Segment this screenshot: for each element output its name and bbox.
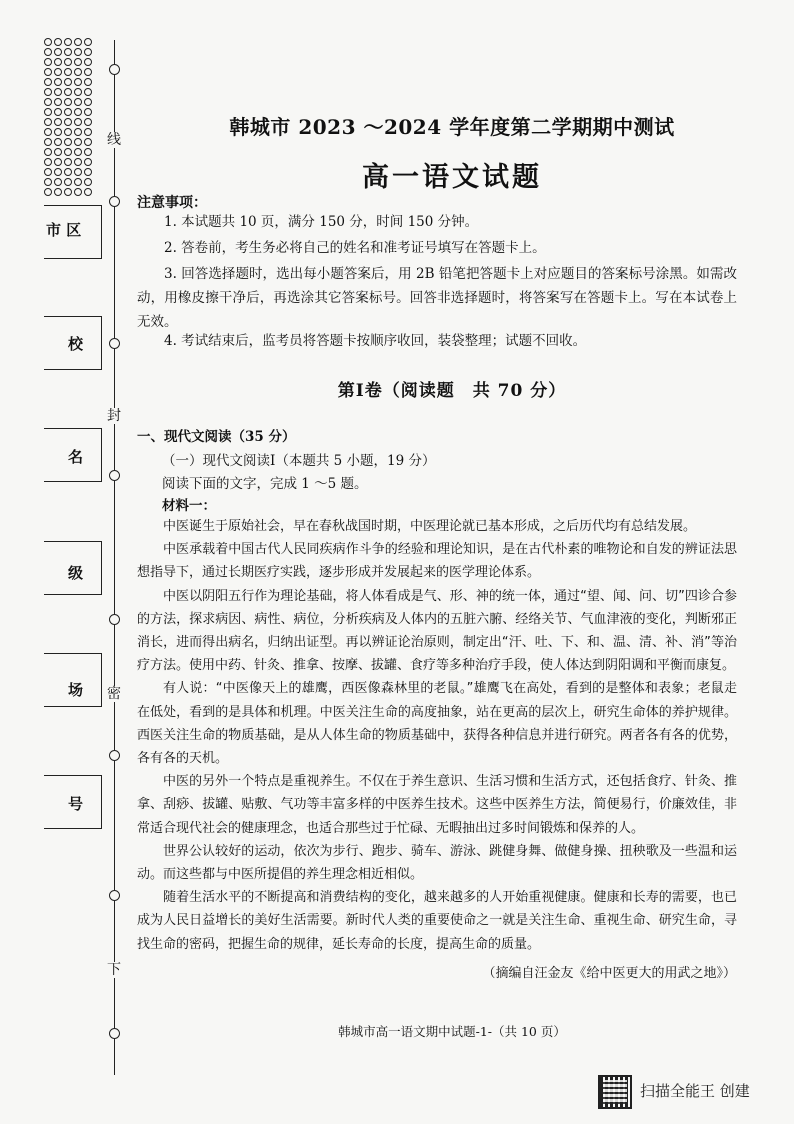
binding-hole	[64, 48, 72, 56]
passage-paragraph: 世界公认较好的运动，依次为步行、跑步、骑车、游泳、跳健身舞、做健身操、扭秧歌及一些温和运动。而这些都与中医所提倡的养生理念相近相似。	[137, 843, 737, 883]
passage-paragraph: 有人说：“中医像天上的雄鹰，西医像森林里的老鼠。”雄鹰飞在高处，看到的是整体和表象；老鼠走在低处，看到的是具体和机理。中医关注生命的高度抽象，站在更高的层次上，研究生命体的养护规律。西医关注生命的物质基础，是从人体生命的物质基础中，获得各种信息并进行研究。两者各有各的优势，各有各的天机。	[137, 681, 737, 767]
binding-hole	[64, 98, 72, 106]
hole-row	[44, 108, 96, 116]
section-heading: 第Ⅰ卷（阅读题 共 70 分）	[337, 381, 567, 401]
hole-row	[44, 118, 96, 126]
binding-hole	[44, 78, 52, 86]
hole-row	[44, 168, 96, 176]
binding-mark: 下	[107, 962, 121, 978]
binding-hole	[74, 168, 82, 176]
notice-item: 4. 考试结束后，监考员将答题卡按顺序收回，装袋整理；试题不回收。	[164, 333, 587, 349]
binding-hole	[54, 78, 62, 86]
binding-hole	[74, 128, 82, 136]
passage-paragraph: 中医以阴阳五行作为理论基础，将人体看成是气、形、神的统一体，通过“望、闻、问、切”四诊合参的方法，探求病因、病性、病位，分析疾病及人体内的五脏六腑、经络关节、气血津液的变化，判断邪正消长，进而得出病名，归纳出证型。再以辨证论治原则，制定出“汗、吐、下、和、温、清、补、消”等治疗方法。使用中药、针灸、推拿、按摩、拔罐、食疗等多种治疗手段，使人体达到阴阳调和平衡而康复。	[137, 588, 737, 674]
binding-hole	[44, 168, 52, 176]
binding-circle	[109, 64, 120, 75]
page-footer: 韩城市高一语文期中试题-1-（共 10 页）	[338, 1024, 566, 1039]
binding-hole	[54, 98, 62, 106]
binding-hole	[54, 168, 62, 176]
hole-row	[44, 38, 96, 46]
passage-paragraph: 随着生活水平的不断提高和消费结构的变化，越来越多的人开始重视健康。健康和长寿的需要，也已成为人民日益增长的美好生活需要。新时代人类的重要使命之一就是关注生命、重视生命、研究生命，寻找生命的密码，把握生命的规律，延长寿命的长度，提高生命的质量。	[137, 890, 737, 952]
binding-hole	[74, 108, 82, 116]
binding-hole	[44, 148, 52, 156]
binding-hole	[74, 158, 82, 166]
field-label-school: 校	[68, 335, 84, 353]
binding-hole	[64, 178, 72, 186]
binding-hole	[54, 68, 62, 76]
binding-hole	[84, 138, 92, 146]
binding-hole	[54, 178, 62, 186]
field-label-room: 场	[68, 681, 84, 699]
hole-row	[44, 78, 96, 86]
binding-hole	[44, 98, 52, 106]
hole-row	[44, 188, 96, 196]
binding-hole	[84, 38, 92, 46]
binding-hole	[64, 78, 72, 86]
notice-title: 注意事项：	[137, 195, 207, 211]
binding-hole	[74, 188, 82, 196]
binding-hole	[74, 178, 82, 186]
binding-hole	[44, 178, 52, 186]
binding-mark: 密	[107, 686, 121, 702]
hole-row	[44, 128, 96, 136]
binding-hole	[84, 188, 92, 196]
binding-hole	[54, 108, 62, 116]
binding-hole	[84, 68, 92, 76]
passage-paragraph: 中医诞生于原始社会，早在春秋战国时期，中医理论就已基本形成，之后历代均有总结发展。	[163, 519, 697, 534]
binding-circle	[109, 470, 120, 481]
notice-item: 1. 本试题共 10 页，满分 150 分，时间 150 分钟。	[164, 214, 479, 230]
binding-hole	[44, 128, 52, 136]
binding-hole	[44, 68, 52, 76]
binding-hole	[64, 168, 72, 176]
binding-hole	[84, 148, 92, 156]
hole-row	[44, 98, 96, 106]
hole-row	[44, 48, 96, 56]
binding-hole	[54, 188, 62, 196]
binding-hole	[54, 138, 62, 146]
binding-hole	[74, 138, 82, 146]
binding-hole	[64, 188, 72, 196]
binding-hole	[54, 128, 62, 136]
sub-title: （一）现代文阅读Ⅰ（本题共 5 小题，19 分）	[162, 453, 436, 469]
binding-hole	[84, 58, 92, 66]
binding-holes	[44, 38, 96, 198]
binding-hole	[84, 178, 92, 186]
hole-row	[44, 148, 96, 156]
material-label: 材料一：	[162, 498, 216, 514]
binding-circle	[109, 750, 120, 761]
binding-mark: 线	[107, 132, 121, 148]
scanner-watermark: 扫描全能王 创建	[640, 1082, 750, 1100]
binding-hole	[74, 38, 82, 46]
passage-paragraph: 中医的另外一个特点是重视养生。不仅在于养生意识、生活习惯和生活方式，还包括食疗、针灸、推拿、刮痧、拔罐、贴敷、气功等丰富多样的中医养生技术。这些中医养生方法，简便易行，价廉效佳，非常适合现代社会的健康理念，也适合那些过于忙碌、无暇抽出过多时间锻炼和保养的人。	[137, 774, 737, 836]
binding-hole	[64, 118, 72, 126]
binding-hole	[54, 58, 62, 66]
binding-hole	[84, 108, 92, 116]
binding-hole	[54, 38, 62, 46]
binding-hole	[84, 168, 92, 176]
binding-hole	[64, 58, 72, 66]
binding-hole	[84, 98, 92, 106]
passage	[137, 515, 737, 956]
binding-hole	[64, 148, 72, 156]
binding-hole	[54, 48, 62, 56]
binding-circle	[109, 196, 120, 207]
binding-hole	[44, 138, 52, 146]
binding-hole	[54, 148, 62, 156]
binding-hole	[74, 48, 82, 56]
binding-mark: 封	[107, 408, 121, 424]
binding-hole	[54, 88, 62, 96]
binding-hole	[54, 118, 62, 126]
binding-hole	[44, 38, 52, 46]
binding-hole	[44, 108, 52, 116]
binding-circle	[109, 890, 120, 901]
binding-hole	[84, 88, 92, 96]
binding-hole	[44, 188, 52, 196]
hole-row	[44, 138, 96, 146]
subject-title: 高一语文试题	[362, 162, 542, 193]
binding-hole	[54, 158, 62, 166]
binding-circle	[109, 1028, 120, 1039]
binding-hole	[64, 38, 72, 46]
hole-row	[44, 178, 96, 186]
field-label-district: 市 区	[46, 221, 82, 239]
binding-circle	[109, 614, 120, 625]
hole-row	[44, 158, 96, 166]
binding-hole	[64, 128, 72, 136]
binding-hole	[64, 138, 72, 146]
hole-row	[44, 58, 96, 66]
binding-hole	[74, 98, 82, 106]
binding-hole	[74, 78, 82, 86]
binding-hole	[64, 158, 72, 166]
passage-paragraph: 中医承载着中国古代人民同疾病作斗争的经验和理论知识，是在古代朴素的唯物论和自发的辨证法思想指导下，通过长期医疗实践，逐步形成并发展起来的医学理论体系。	[137, 542, 737, 581]
binding-hole	[84, 118, 92, 126]
exam-title: 韩城市 2023 ～2024 学年度第二学期期中测试	[229, 115, 675, 139]
binding-hole	[84, 158, 92, 166]
binding-hole	[84, 128, 92, 136]
binding-circle	[109, 338, 120, 349]
hole-row	[44, 88, 96, 96]
binding-hole	[74, 58, 82, 66]
notice-item: 3. 回答选择题时，选出每小题答案后，用 2B 铅笔把答题卡上对应题目的答案标号涂黑。如需改动，用橡皮擦干净后，再选涂其它答案标号。回答非选择题时，将答案写在答题卡上。写在本试卷上无效。	[137, 266, 737, 330]
binding-hole	[74, 148, 82, 156]
binding-hole	[44, 58, 52, 66]
passage-source: （摘编自汪金友《给中医更大的用武之地》）	[482, 966, 736, 981]
qr-code-icon	[598, 1075, 632, 1109]
binding-hole	[84, 78, 92, 86]
binding-hole	[44, 48, 52, 56]
binding-hole	[84, 48, 92, 56]
notice-item: 2. 答卷前，考生务必将自己的姓名和准考证号填写在答题卡上。	[164, 240, 546, 256]
field-label-class: 级	[68, 564, 84, 582]
binding-hole	[44, 158, 52, 166]
part-title: 一、现代文阅读（35 分）	[137, 429, 296, 445]
binding-hole	[44, 118, 52, 126]
binding-hole	[74, 68, 82, 76]
field-label-name: 名	[68, 448, 84, 466]
binding-hole	[74, 88, 82, 96]
instruction: 阅读下面的文字，完成 1 ～5 题。	[162, 476, 368, 492]
binding-hole	[64, 68, 72, 76]
hole-row	[44, 68, 96, 76]
binding-hole	[74, 118, 82, 126]
binding-hole	[64, 108, 72, 116]
binding-hole	[64, 88, 72, 96]
binding-hole	[44, 88, 52, 96]
field-label-number: 号	[68, 795, 84, 813]
